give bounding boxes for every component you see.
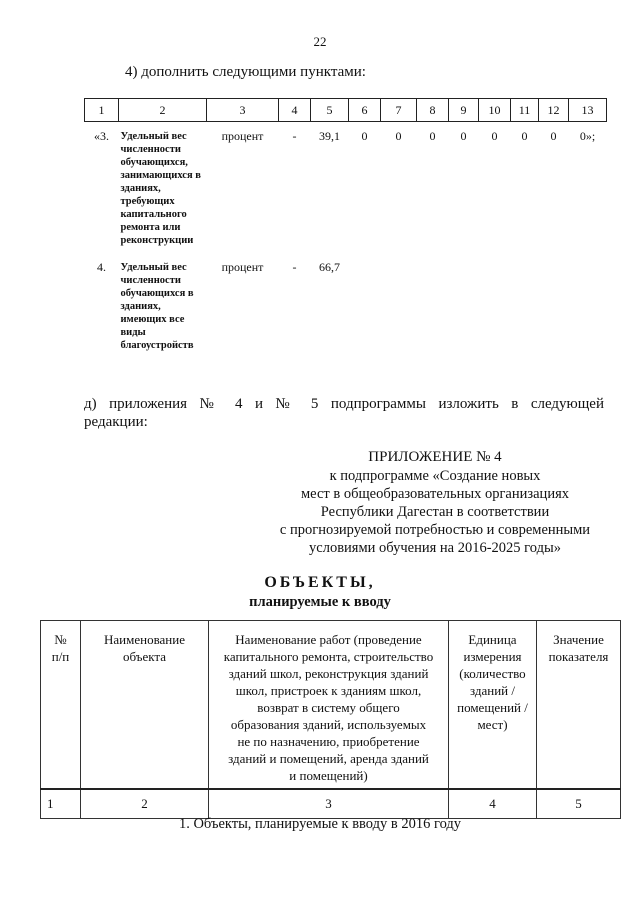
row-number: «3. [94, 129, 109, 143]
indicators-header-cell: 3 [207, 99, 279, 122]
header-line: объекта [122, 649, 167, 664]
indicator-name-line: требующих [120, 196, 175, 207]
header-line: мест) [477, 717, 508, 732]
header-line: зданий школ, реконструкция зданий [228, 666, 429, 681]
header-line: измерения [463, 649, 522, 664]
indicators-header-cell: 11 [511, 99, 539, 122]
indicator-name-line: зданиях, [120, 183, 161, 194]
indicator-name-line: обучающихся в [120, 288, 194, 299]
indicator-name-line: реконструкции [120, 235, 194, 246]
appendix-line: к подпрограмме «Создание новых [329, 468, 541, 484]
value-cell: 0 [395, 129, 402, 143]
objects-header-row [41, 621, 621, 790]
header-value [537, 621, 621, 790]
row-number: 4. [97, 260, 106, 274]
header-line: зданий / [469, 683, 516, 698]
table-row [85, 122, 607, 248]
section-title: 1. Объекты, планируемые к вводу в 2016 году [178, 816, 462, 832]
value-cell: 0 [361, 129, 368, 143]
value-cell: 0 [491, 129, 498, 143]
indicators-header-cell: 1 [85, 99, 119, 122]
value-cell: 0»; [579, 129, 596, 143]
indicators-header-row [85, 99, 607, 122]
header-object-name [81, 621, 209, 790]
appendix-line: с прогнозируемой потребностью и современными [279, 522, 591, 538]
indicators-header-cell: 9 [449, 99, 479, 122]
indicator-name-line: виды [120, 327, 146, 338]
header-line: школ, пристроек к зданиям школ, [235, 683, 422, 698]
column-number: 2 [81, 789, 209, 819]
indicator-name-line: благоустройств [120, 340, 194, 351]
appendix-title: ПРИЛОЖЕНИЕ № 4 [368, 449, 502, 465]
value-cell: 66,7 [319, 260, 340, 274]
indicator-name-line: имеющих все [120, 314, 185, 325]
table-row [85, 247, 607, 352]
indicator-name-line: капитального [120, 209, 187, 220]
header-line: капитального ремонта, строительство [223, 649, 434, 664]
indicator-name [119, 247, 207, 352]
intro-text: 4) дополнить следующими пунктами: [125, 64, 366, 80]
header-number [41, 621, 81, 790]
column-number: 3 [209, 789, 449, 819]
header-line: не по назначению, приобретение [237, 734, 420, 749]
indicators-header-cell: 6 [349, 99, 381, 122]
value-cell: 0 [460, 129, 467, 143]
header-line: № [54, 632, 67, 647]
unit-cell: процент [221, 260, 264, 274]
column-number: 5 [537, 789, 621, 819]
decision-text-line2: редакции: [84, 414, 148, 430]
value-cell: 0 [550, 129, 557, 143]
appendix-line: мест в общеобразовательных организациях [301, 486, 569, 502]
indicators-header-cell: 7 [381, 99, 417, 122]
indicators-header-cell: 8 [417, 99, 449, 122]
indicators-header-cell: 5 [311, 99, 349, 122]
header-line: и помещений) [289, 768, 368, 783]
header-works [209, 621, 449, 790]
column-number: 1 [41, 789, 81, 819]
header-line: Единица [468, 632, 517, 647]
table-row [41, 789, 621, 819]
objects-subtitle: планируемые к вводу [249, 594, 391, 610]
header-line: п/п [51, 649, 70, 664]
unit-cell: процент [221, 129, 264, 143]
header-line: Наименование работ (проведение [235, 632, 422, 647]
indicator-name-line: занимающихся в [120, 170, 201, 181]
value-cell: - [292, 260, 297, 274]
indicators-header-cell: 12 [539, 99, 569, 122]
indicator-name-line: зданиях, [120, 301, 161, 312]
column-number: 4 [449, 789, 537, 819]
value-cell: 0 [429, 129, 436, 143]
objects-title: ОБЪЕКТЫ, [264, 574, 376, 591]
indicator-name [119, 122, 207, 248]
header-line: возврат в систему общего [257, 700, 400, 715]
indicator-name-line: Удельный вес [120, 262, 187, 273]
indicators-header-cell: 2 [119, 99, 207, 122]
indicators-header-cell: 13 [569, 99, 607, 122]
indicators-table [84, 98, 607, 352]
header-unit [449, 621, 537, 790]
header-line: помещений / [457, 700, 528, 715]
decision-text-line1: д) приложения № 4 и № 5 подпрограммы изложить в следующей [84, 396, 604, 412]
objects-table [40, 620, 621, 819]
header-line: образования зданий, используемых [230, 717, 427, 732]
appendix-line: условиями обучения на 2016-2025 годы» [309, 540, 561, 556]
header-line: (количество [459, 666, 526, 681]
indicator-name-line: численности [120, 144, 181, 155]
value-cell: 0 [521, 129, 528, 143]
header-line: зданий и помещений, аренда зданий [228, 751, 429, 766]
indicator-name-line: Удельный вес [120, 131, 187, 142]
indicator-name-line: численности [120, 275, 181, 286]
header-line: показателя [548, 649, 609, 664]
indicators-header-cell: 4 [279, 99, 311, 122]
value-cell: - [292, 129, 297, 143]
appendix-line: Республики Дагестан в соответствии [320, 504, 550, 520]
indicator-name-line: ремонта или [120, 222, 181, 233]
page-number: 22 [313, 34, 327, 49]
value-cell: 39,1 [319, 129, 340, 143]
indicator-name-line: обучающихся, [120, 157, 188, 168]
indicators-header-cell: 10 [479, 99, 511, 122]
header-line: Значение [553, 632, 604, 647]
header-line: Наименование [104, 632, 185, 647]
